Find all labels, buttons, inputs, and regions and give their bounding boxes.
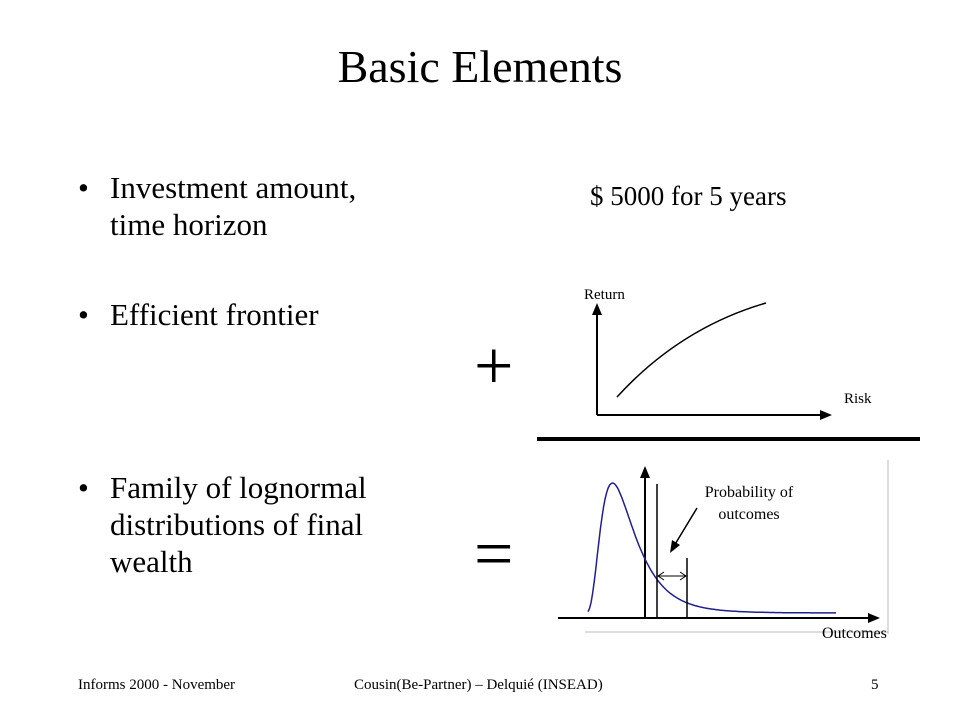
investment-amount-text: $ 5000 for 5 years: [590, 181, 787, 211]
bullet-dot: •: [78, 170, 89, 205]
page-number: 5: [871, 677, 879, 693]
footer-conference: Informs 2000 - November: [78, 677, 236, 693]
annotation-line: Probability of: [704, 484, 794, 501]
distribution-x-arrowhead: [868, 613, 880, 623]
bullet-text-line: Family of lognormal: [110, 470, 367, 505]
bullet-dot: •: [78, 297, 89, 332]
frontier-y-arrowhead: [592, 303, 602, 315]
frontier-y-axis-label: Return: [584, 287, 625, 303]
probability-annotation: [680, 482, 818, 526]
bullet-text-line: Efficient frontier: [110, 297, 319, 332]
footer-authors: Cousin(Be-Partner) – Delquié (INSEAD): [354, 677, 603, 693]
bullet-dot: •: [78, 470, 89, 505]
plus-sign: +: [474, 328, 514, 405]
bullet-text-line: distributions of final: [110, 507, 364, 542]
annotation-pointer-arrowhead: [670, 540, 680, 553]
equals-sign: =: [474, 516, 514, 593]
slide-title: Basic Elements: [337, 41, 623, 92]
bullet-text-line: wealth: [110, 544, 193, 579]
frontier-x-axis-label: Risk: [844, 391, 872, 407]
annotation-line: outcomes: [718, 506, 780, 523]
efficient-frontier-curve: [617, 303, 766, 397]
distribution-y-arrowhead: [640, 466, 650, 478]
bullet-text-line: Investment amount,: [110, 170, 357, 205]
bullet-text-line: time horizon: [110, 207, 268, 242]
frontier-x-arrowhead: [820, 410, 832, 420]
distribution-x-axis-label: Outcomes: [822, 625, 887, 642]
